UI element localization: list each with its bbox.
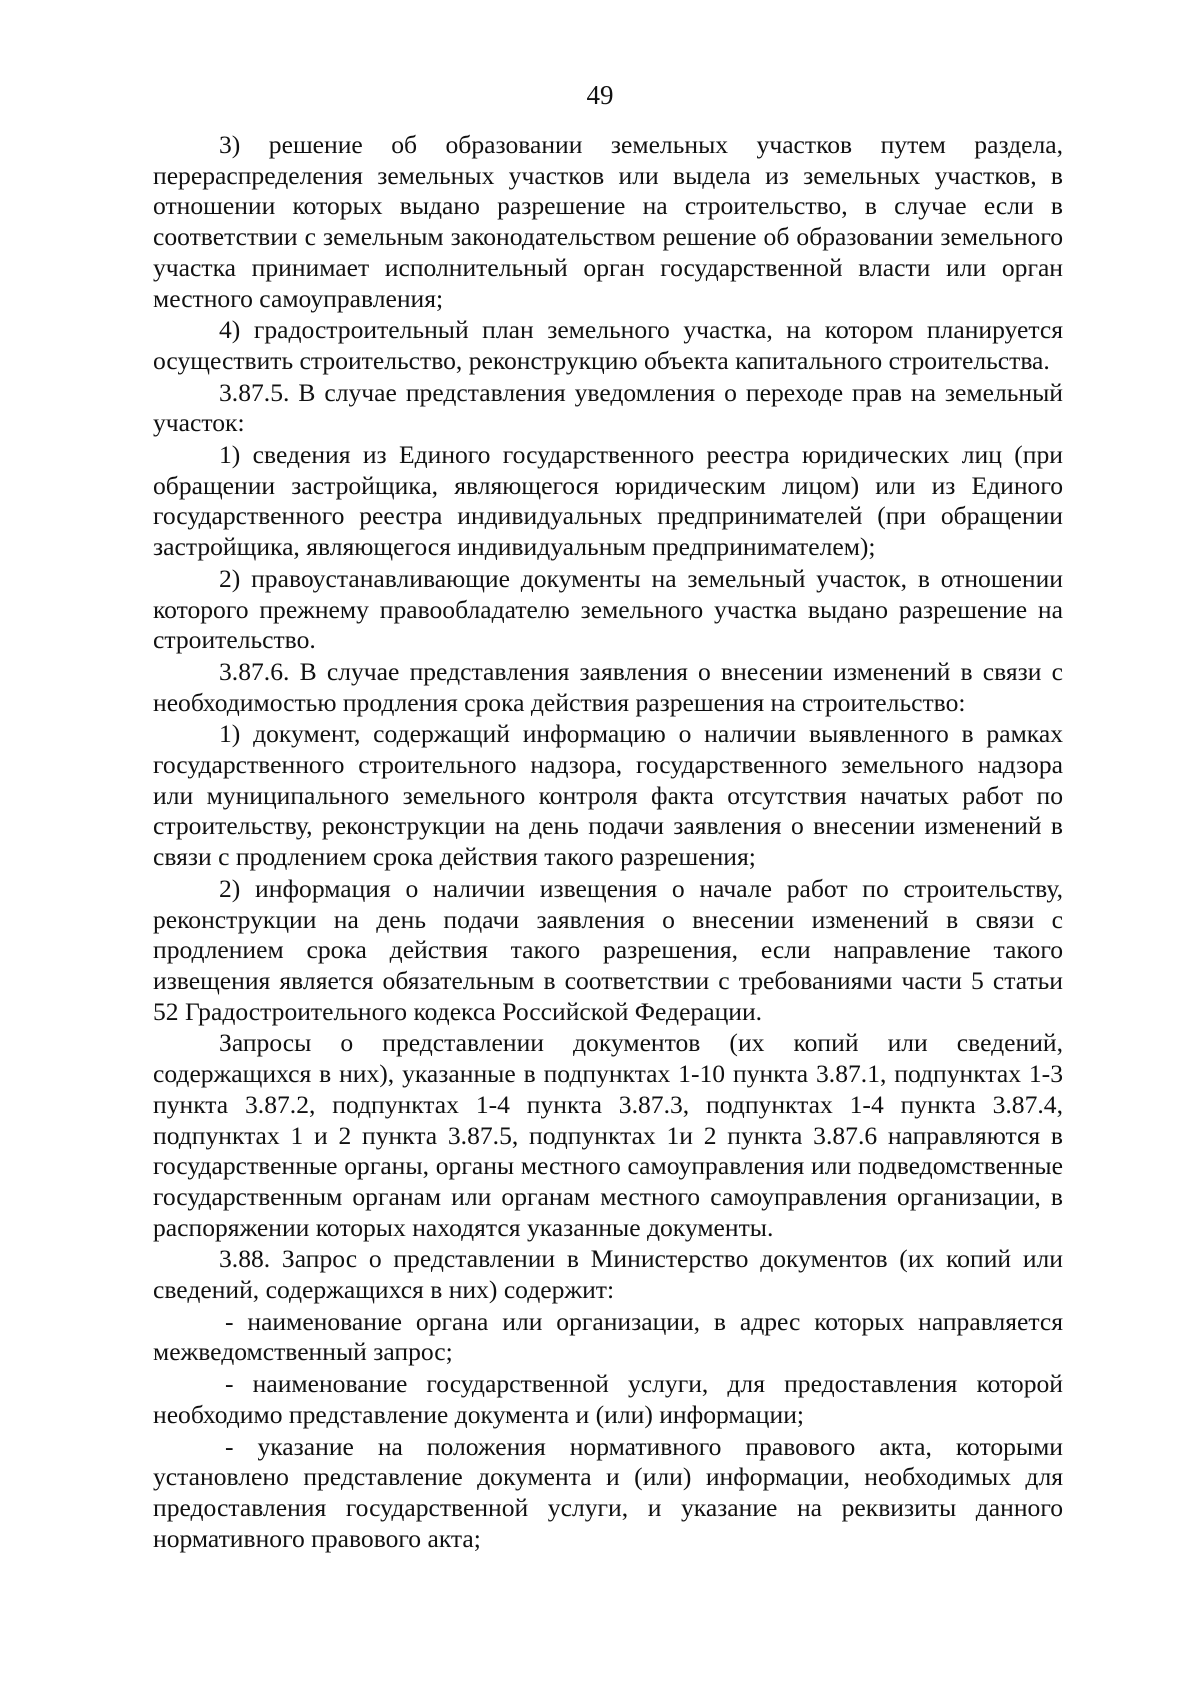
paragraph-3-88-heading: 3.88. Запрос о представлении в Министерство документов (их копий или сведений, содержащихся в них) содержит: — [153, 1244, 1063, 1305]
paragraph-4-urban-plan: 4) градостроительный план земельного участка, на котором планируется осуществить строительство, реконструкцию объекта капитального строительства. — [153, 315, 1063, 375]
paragraph-3-87-6-item-2: 2) информация о наличии извещения о начале работ по строительству, реконструкции на день подачи заявления о внесении изменений в связи с продлением срока действия такого разрешения, если направление такого извещения является обязательным в соответствии с требованиями части 5 статьи 52 Градостроительного кодекса Российской Федерации. — [153, 873, 1063, 1026]
document-body — [153, 130, 1063, 1555]
paragraph-3-88-item-service: - наименование государственной услуги, для предоставления которой необходимо представление документа и (или) информации; — [153, 1369, 1063, 1429]
paragraph-3-87-6-heading: 3.87.6. В случае представления заявления о внесении изменений в связи с необходимостью продления срока действия разрешения на строительство: — [153, 656, 1063, 717]
paragraph-3-87-5-item-1: 1) сведения из Единого государственного реестра юридических лиц (при обращении застройщика, являющегося юридическим лицом) или из Единого государственного реестра индивидуальных предпринимателей (при обращении застройщика, являющегося индивидуальным предпринимателем); — [153, 440, 1063, 562]
page-number: 49 — [586, 80, 614, 110]
paragraph-3-land-plots-decision: 3) решение об образовании земельных участков путем раздела, перераспределения земельных участков или выдела из земельных участков, в отношении которых выдано разрешение на строительство, в случае если в соответствии с земельным законодательством решение об образовании земельного участка принимает исполнительный орган государственной власти или орган местного самоуправления; — [153, 130, 1063, 313]
paragraph-3-87-5-heading: 3.87.5. В случае представления уведомления о переходе прав на земельный участок: — [153, 377, 1063, 438]
paragraph-3-88-item-legal-act: - указание на положения нормативного правового акта, которыми установлено представление документа и (или) информации, необходимых для предоставления государственной услуги, и указание на реквизиты данного нормативного правового акта; — [153, 1431, 1063, 1553]
paragraph-3-87-6-item-1: 1) документ, содержащий информацию о наличии выявленного в рамках государственного строительного надзора, государственного земельного надзора или муниципального земельного контроля факта отсутствия начатых работ по строительству, реконструкции на день подачи заявления о внесении изменений в связи с продлением срока действия такого разрешения; — [153, 719, 1063, 872]
paragraph-requests: Запросы о представлении документов (их копий или сведений, содержащихся в них), указанные в подпунктах 1-10 пункта 3.87.1, подпунктах 1-3 пункта 3.87.2, подпунктах 1-4 пункта 3.87.3, подпунктах 1-4 пункта 3.87.4, подпунктах 1 и 2 пункта 3.87.5, подпунктах 1и 2 пункта 3.87.6 направляются в государственные органы, органы местного самоуправления или подведомственные государственным органам или органам местного самоуправления организации, в распоряжении которых находятся указанные документы. — [153, 1028, 1063, 1242]
paragraph-3-88-item-organ: - наименование органа или организации, в адрес которых направляется межведомственный запрос; — [153, 1306, 1063, 1367]
paragraph-3-87-5-item-2: 2) правоустанавливающие документы на земельный участок, в отношении которого прежнему правообладателю земельного участка выдано разрешение на строительство. — [153, 563, 1063, 655]
